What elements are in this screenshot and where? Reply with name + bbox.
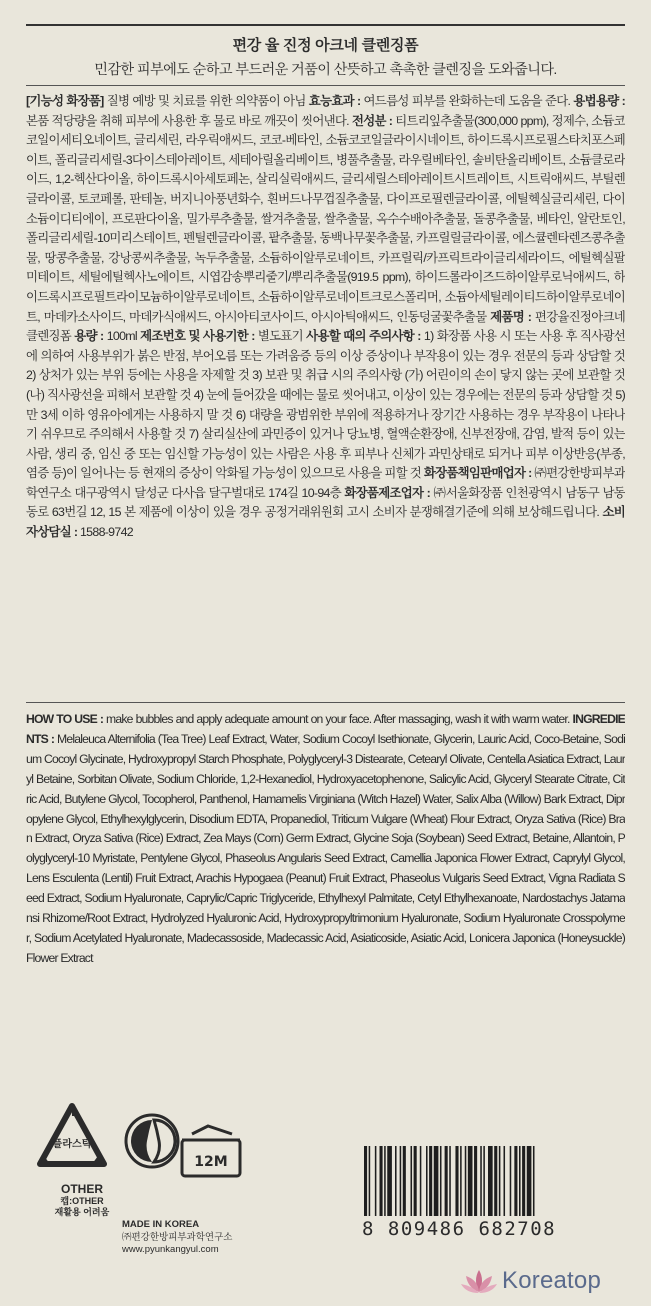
other-label: OTHER	[61, 1182, 103, 1196]
recycle-label: 플라스틱	[52, 1139, 92, 1150]
barcode-bar	[414, 1146, 417, 1216]
divider	[26, 702, 625, 703]
barcode-bar	[488, 1146, 493, 1216]
barcode-bar	[494, 1146, 497, 1216]
barcode-bar	[499, 1146, 501, 1216]
divider	[26, 85, 625, 86]
recycle-info	[42, 1182, 122, 1218]
website: www.pyunkangyul.com	[122, 1244, 219, 1255]
brand-name: Koreatop	[502, 1267, 602, 1294]
maker-label: 화장품제조업자 :	[344, 485, 431, 500]
product-name-text: 편강율진정아크네클렌징폼	[26, 309, 625, 344]
recycle-icon	[36, 1102, 108, 1174]
barcode-bar	[411, 1146, 413, 1216]
volume-text: 100ml	[103, 329, 141, 344]
pao-jar-icon	[178, 1124, 244, 1180]
barcode-bar	[504, 1146, 506, 1216]
product-name-label: 제품명 :	[490, 309, 532, 324]
barcode-bar	[510, 1146, 512, 1216]
product-tagline: 민감한 피부에도 순하고 부드러운 거품이 산뜻하고 촉촉한 클렌징을 도와줍니다.	[94, 62, 557, 78]
caution-text: 1) 화장품 사용 시 또는 사용 후 직사광선에 의하여 사용부위가 붉은 반점, 부어오름 또는 가려움증 등의 이상 증상이나 부작용이 있는 경우 전문의 등과 상담할 것 2) 상처가 있는 부위 등에는 사용을 자제할 것 3) 보관 및 취급 시의 주의사항 (가) 어린이의 손이 닿지 않는 곳에 보관할 것 (나) 직사광선을 피해서 보관할 것 4) 눈에 들어갔을 때에는 물로 씻어내고, 이상이 있는 경우에는 전문의 등과 상담할 것 5) 만 3세 이하 영유아에게는 사용하지 말 것 6) 대량을 광범위한 부위에 적용하거나 장기간 사용하는 경우 부작용이 나타나기 쉬우므로 주의해서 사용할 것 7) 살리실산에 과민증이 있거나 당뇨병, 혈액순환장애, 신부전장애, 감염, 발적 등이 있는 사람, 생리 중, 임신 중 또는 임신할 가능성이 있는 사람은 사용 후 피부나 신체가 과민상태로 되거나 피부 이상반응(부종, 염증 등)이 일어나는 등 현재의 증상이 악화될 가능성이 있으므로 사용을 피할 것	[26, 329, 625, 481]
barcode-bar	[445, 1146, 448, 1216]
barcode-bar	[483, 1146, 485, 1216]
barcode-bar	[395, 1146, 397, 1216]
brand-watermark	[460, 1266, 601, 1296]
barcode-bar	[533, 1146, 535, 1216]
barcode-bar	[514, 1146, 517, 1216]
barcode-bar	[380, 1146, 383, 1216]
product-title: 편강 율 진정 아크네 클렌징폼	[232, 37, 419, 54]
howto-label: HOW TO USE :	[26, 712, 104, 726]
top-divider	[26, 24, 625, 26]
ingredients-label-ko: 전성분 :	[351, 113, 393, 128]
howto-text: make bubbles and apply adequate amount on your face. After massaging, wash it with warm water.	[103, 712, 573, 726]
usage-text: 본품 적당량을 취해 피부에 사용한 후 물로 바로 깨끗이 씻어낸다.	[26, 113, 352, 128]
company-name: ㈜편강한방피부과학연구소	[122, 1231, 233, 1243]
made-in: MADE IN KOREA	[122, 1219, 200, 1230]
barcode-bar	[440, 1146, 442, 1216]
barcode-bar	[400, 1146, 402, 1216]
seller-text: ㈜편강한방피부과학연구소 대구광역시 달성군 다사읍 달구벌대로 174길 10-94층	[26, 466, 625, 500]
functional-label: [기능성 화장품]	[26, 94, 104, 108]
barcode-bar	[460, 1146, 462, 1216]
seller-label: 화장품책임판매업자 :	[423, 466, 532, 481]
functional-text: 질병 예방 및 치료를 위한 의약품이 아님	[103, 94, 309, 108]
usage-label: 용법용량 :	[573, 94, 625, 108]
recycle-note: 재활용 어려움	[54, 1207, 110, 1217]
barcode-bar	[384, 1146, 386, 1216]
consumer-text: 1588-9742	[77, 525, 133, 540]
barcode-icon	[364, 1146, 602, 1216]
barcode-bar	[364, 1146, 367, 1216]
barcode-bar	[519, 1146, 521, 1216]
barcode-bar	[522, 1146, 525, 1216]
korean-description	[26, 92, 625, 697]
effect-text: 여드름성 피부를 완화하는데 도움을 준다.	[360, 94, 574, 108]
barcode-bar	[474, 1146, 477, 1216]
barcode-bar	[420, 1146, 422, 1216]
product-label	[26, 24, 625, 1274]
barcode-number: 8 809486 682708	[362, 1218, 557, 1240]
ingredients-label-en: INGREDIENTS :	[26, 712, 625, 746]
barcode-bar	[449, 1146, 451, 1216]
barcode-bar	[387, 1146, 392, 1216]
green-dot-icon	[123, 1112, 181, 1170]
barcode-bar	[455, 1146, 458, 1216]
barcode-bar	[465, 1146, 467, 1216]
pao-label: 12M	[194, 1154, 228, 1170]
barcode-bar	[480, 1146, 482, 1216]
barcode-bar	[468, 1146, 473, 1216]
lot-text: 별도표기	[254, 329, 307, 344]
english-description	[26, 710, 625, 1122]
ingredients-text-ko: 티트리잎추출물(300,000 ppm), 정제수, 소듐코코일이세티오네이트, 글리세린, 라우릭애씨드, 코코-베타인, 소듐코코일글라이시네이트, 하이드록시프로필스타치포스페이트, 폴리글리세릴-3다이스테아레이트, 세테아릴올리베이트, 병풀추출물, 라우릴베타인, 솔비탄올리베이트, 소듐클로라이드, 1,2-헥산다이올, 하이드록시아세토페논, 살리실릭애씨드, 글리세릴스테아레이트시트레이트, 시트릭애씨드, 부틸렌글라이콜, 토코페롤, 판테놀, 버지니아풍년화수, 흰버드나무껍질추출물, 다이프로필렌글라이콜, 에틸헥실글리세린, 다이소듐이디티에이, 프로판다이올, 밀가루추출물, 쌀겨추출물, 쌀추출물, 옥수수배아추출물, 돌콩추출물, 베타인, 알란토인, 폴리글리세릴-10미리스테이트, 펜틸렌글라이콜, 팥추출물, 동백나무꽃추출물, 카프릴릴글라이콜, 에스큘렌타렌즈콩추출물, 땅콩추출물, 강낭콩씨추출물, 녹두추출물, 소듐하이알루로네이트, 카프릴릭/카프릭트라이글리세라이드, 에틸헥실팔미테이트, 세틸에틸헥사노에이트, 시엽감송뿌리줄기/뿌리추출물(919.5 ppm), 하이드롤라이즈드하이알루로닉애씨드, 하이드록시프로필트라이모늄하이알루로네이트, 소듐하이알루로네이트크로스폴리머, 소듐아세틸레이티드하이알루로네이트, 마데카소사이드, 마데카식애씨드, 아시아티코사이드, 아시아틱애씨드, 인동덩굴꽃추출물	[26, 113, 625, 324]
cap-material: 캡:OTHER	[60, 1196, 104, 1206]
barcode-bar	[434, 1146, 439, 1216]
consumer-label: 소비자상담실 :	[26, 505, 625, 540]
lot-label: 제조번호 및 사용기한 :	[140, 329, 255, 344]
label-footer	[26, 1102, 625, 1274]
effect-label: 효능효과 :	[308, 94, 361, 108]
barcode-bar	[375, 1146, 377, 1216]
volume-label: 용량 :	[74, 329, 104, 344]
barcode-bar	[403, 1146, 406, 1216]
barcode-bar	[429, 1146, 432, 1216]
maker-text: ㈜서울화장품 인천광역시 남동구 남동동로 63번길 12, 15 본 제품에 이상이 있을 경우 공정거래위원회 고시 소비자 분쟁해결기준에 의해 보상해드립니다.	[26, 485, 625, 520]
barcode-bar	[426, 1146, 428, 1216]
manufacturer-info	[122, 1219, 232, 1257]
ingredients-text-en: Melaleuca Alternifolia (Tea Tree) Leaf Extract, Water, Sodium Cocoyl Isethionate, Glycerin, Lauric Acid, Coco-Betaine, Sodium Cocoyl Glycinate, Hydroxypropyl Starch Phosphate, Polyglyceryl-3 Distearate, Cetearyl Olivate, Centella Asiatica Extract, Lauryl Betaine, Sorbitan Olivate, Sodium Chloride, 1,2-Hexanediol, Hydroxyacetophenone, Salicylic Acid, Glyceryl Stearate Citrate, Citric Acid, Butylene Glycol, Tocopherol, Panthenol, Hamamelis Virginiana (Witch Hazel) Water, Salix Alba (Willow) Bark Extract, Dipropylene Glycol, Ethylhexylglycerin, Disodium EDTA, Propanediol, Triticum Vulgare (Wheat) Flour Extract, Oryza Sativa (Rice) Bran Extract, Oryza Sativa (Rice) Extract, Zea Mays (Corn) Germ Extract, Glycine Soja (Soybean) Seed Extract, Betaine, Allantoin, Polyglyceryl-10 Myristate, Pentylene Glycol, Phaseolus Angularis Seed Extract, Camellia Japonica Flower Extract, Caprylyl Glycol, Lens Esculenta (Lentil) Fruit Extract, Arachis Hypogaea (Peanut) Fruit Extract, Phaseolus Vulgaris Seed Extract, Vigna Radiata Seed Extract, Sodium Hyaluronate, Caprylic/Capric Triglyceride, Ethylhexyl Palmitate, Cetyl Ethylhexanoate, Nardostachys Jatamansi Rhizome/Root Extract, Hydrolyzed Hyaluronic Acid, Hydroxypropyltrimonium Hyaluronate, Sodium Hyaluronate Crosspolymer, Sodium Acetylated Hyaluronate, Madecassoside, Madecassic Acid, Asiaticoside, Asiatic Acid, Lonicera Japonica (Honeysuckle) Flower Extract	[26, 731, 625, 965]
barcode-bar	[527, 1146, 532, 1216]
barcode-bar	[369, 1146, 371, 1216]
caution-label: 사용할 때의 주의사항 :	[306, 329, 421, 344]
lotus-icon	[460, 1266, 498, 1296]
